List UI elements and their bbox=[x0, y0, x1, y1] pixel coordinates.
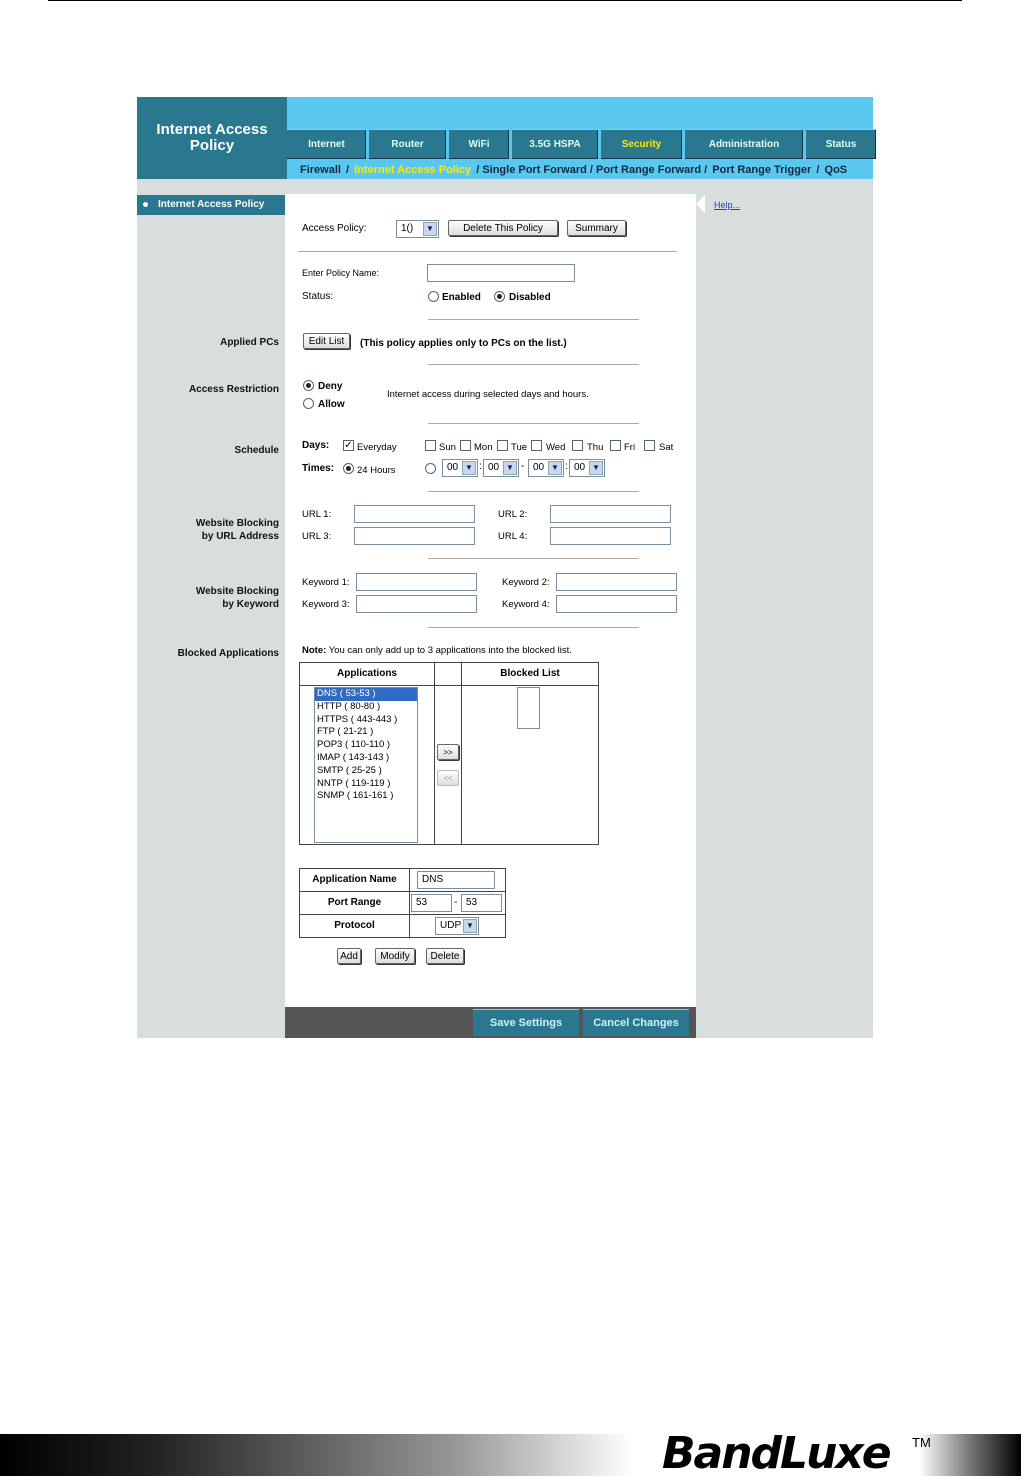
label-blocked-applications: Blocked Applications bbox=[177, 648, 279, 659]
tab-hspa[interactable]: 3.5G HSPA bbox=[512, 129, 598, 159]
save-settings-button[interactable]: Save Settings bbox=[473, 1009, 579, 1036]
tue-checkbox[interactable] bbox=[497, 440, 508, 451]
divider bbox=[428, 423, 639, 424]
policy-name-input[interactable] bbox=[427, 264, 575, 282]
chevron-down-icon: ▼ bbox=[589, 461, 603, 475]
sidebar-item-internet-access-policy[interactable] bbox=[137, 195, 285, 215]
header-spacer bbox=[434, 662, 462, 686]
bullet-icon bbox=[143, 202, 148, 207]
divider bbox=[428, 364, 639, 365]
status-enabled-label: Enabled bbox=[442, 292, 481, 303]
divider bbox=[298, 251, 677, 252]
time-sep: : bbox=[565, 461, 568, 472]
tab-security[interactable]: Security bbox=[601, 129, 682, 159]
blocked-listbox[interactable] bbox=[517, 687, 540, 729]
tab-status[interactable]: Status bbox=[806, 129, 876, 159]
list-item[interactable]: POP3 ( 110-110 ) bbox=[317, 739, 391, 751]
url2-label: URL 2: bbox=[498, 509, 528, 520]
list-item[interactable]: FTP ( 21-21 ) bbox=[317, 726, 374, 738]
main-tabs bbox=[287, 129, 876, 159]
thu-checkbox[interactable] bbox=[572, 440, 583, 451]
status-disabled-label: Disabled bbox=[509, 292, 551, 303]
app-name-input[interactable]: DNS bbox=[417, 871, 495, 889]
keyword1-input[interactable] bbox=[356, 573, 477, 591]
restriction-description: Internet access during selected days and hours. bbox=[387, 389, 589, 400]
trademark-mark: TM bbox=[912, 1435, 931, 1450]
sidebar-item-label: Internet Access Policy bbox=[158, 199, 265, 210]
page-title bbox=[137, 97, 287, 179]
sun-label: Sun bbox=[439, 442, 456, 453]
start-hour-select[interactable] bbox=[442, 459, 478, 477]
wed-label: Wed bbox=[546, 442, 566, 453]
wed-checkbox[interactable] bbox=[531, 440, 542, 451]
start-minute-value: 00 bbox=[488, 462, 500, 473]
chevron-down-icon: ▼ bbox=[462, 461, 476, 475]
end-hour-value: 00 bbox=[533, 462, 545, 473]
list-item[interactable]: DNS ( 53-53 ) bbox=[315, 688, 417, 701]
fri-label: Fri bbox=[624, 442, 636, 453]
subnav-sep: / bbox=[346, 164, 350, 176]
cancel-changes-button[interactable]: Cancel Changes bbox=[583, 1009, 689, 1036]
status-label: Status: bbox=[302, 291, 334, 302]
url1-label: URL 1: bbox=[302, 509, 332, 520]
label-access-restriction: Access Restriction bbox=[188, 384, 279, 395]
subnav-internet-access-policy[interactable]: Internet Access Policy bbox=[354, 164, 472, 176]
allow-label: Allow bbox=[318, 399, 345, 410]
arrows-cell bbox=[434, 685, 462, 845]
url2-input[interactable] bbox=[550, 505, 671, 523]
delete-button[interactable]: Delete bbox=[426, 948, 464, 964]
time-range-sep: - bbox=[521, 461, 525, 472]
list-item[interactable]: IMAP ( 143-143 ) bbox=[317, 751, 390, 763]
protocol-value: UDP bbox=[440, 920, 462, 931]
keyword4-label: Keyword 4: bbox=[502, 599, 550, 610]
page-title-line1: Internet Access bbox=[156, 121, 268, 138]
tab-internet[interactable]: Internet bbox=[287, 129, 366, 159]
keyword2-input[interactable] bbox=[556, 573, 677, 591]
list-item[interactable]: HTTPS ( 443-443 ) bbox=[317, 713, 398, 725]
keyword3-input[interactable] bbox=[356, 595, 477, 613]
subnav-port-forward[interactable]: / Single Port Forward / Port Range Forward / bbox=[476, 164, 708, 176]
divider bbox=[428, 319, 639, 320]
edit-list-button[interactable]: Edit List bbox=[303, 333, 350, 349]
policy-name-label: Enter Policy Name: bbox=[302, 268, 380, 278]
subnav-sep: / bbox=[816, 164, 820, 176]
list-item[interactable]: SMTP ( 25-25 ) bbox=[317, 764, 382, 776]
label-url-blocking-line1: Website Blocking bbox=[195, 518, 279, 529]
status-disabled-radio[interactable] bbox=[494, 291, 505, 302]
sat-label: Sat bbox=[659, 442, 674, 453]
protocol-select[interactable] bbox=[435, 917, 479, 935]
sub-navigation bbox=[287, 161, 873, 179]
fri-checkbox[interactable] bbox=[610, 440, 621, 451]
port-from-input[interactable]: 53 bbox=[411, 894, 452, 912]
chevron-down-icon: ▼ bbox=[463, 919, 477, 933]
label-keyword-blocking bbox=[196, 585, 279, 611]
end-minute-select[interactable] bbox=[569, 459, 605, 477]
note-bold: Note: bbox=[302, 645, 327, 656]
add-to-blocked-button[interactable]: >> bbox=[437, 744, 459, 760]
subnav-firewall[interactable]: Firewall bbox=[300, 164, 341, 176]
access-policy-label: Access Policy: bbox=[302, 223, 367, 234]
tab-administration[interactable]: Administration bbox=[685, 129, 803, 159]
days-label: Days: bbox=[302, 440, 330, 451]
mon-checkbox[interactable] bbox=[460, 440, 471, 451]
start-minute-select[interactable] bbox=[483, 459, 519, 477]
thu-label: Thu bbox=[587, 442, 604, 453]
remove-from-blocked-button[interactable]: << bbox=[437, 770, 459, 786]
url4-input[interactable] bbox=[550, 527, 671, 545]
mon-label: Mon bbox=[474, 442, 493, 453]
list-item[interactable]: HTTP ( 80-80 ) bbox=[317, 700, 381, 712]
port-range-dash: - bbox=[454, 897, 458, 908]
keyword3-label: Keyword 3: bbox=[302, 599, 350, 610]
port-to-input[interactable]: 53 bbox=[461, 894, 502, 912]
applications-listbox[interactable] bbox=[314, 687, 418, 843]
sun-checkbox[interactable] bbox=[425, 440, 436, 451]
status-enabled-radio[interactable] bbox=[428, 291, 439, 302]
label-applied-pcs: Applied PCs bbox=[220, 337, 279, 348]
label-keyword-blocking-line2: by Keyword bbox=[222, 599, 279, 610]
allow-radio[interactable] bbox=[303, 398, 314, 409]
everyday-checkbox[interactable]: ✓ bbox=[344, 440, 353, 451]
blocked-list-header: Blocked List bbox=[461, 662, 599, 686]
end-hour-select[interactable] bbox=[528, 459, 564, 477]
modify-button[interactable]: Modify bbox=[375, 948, 415, 964]
tab-wifi[interactable]: WiFi bbox=[449, 129, 509, 159]
deny-label: Deny bbox=[318, 381, 343, 392]
times-label: Times: bbox=[302, 463, 335, 474]
tue-label: Tue bbox=[511, 442, 528, 453]
time-sep: : bbox=[479, 461, 482, 472]
add-button[interactable]: Add bbox=[337, 948, 361, 964]
divider bbox=[428, 558, 639, 559]
divider bbox=[428, 491, 639, 492]
access-policy-select[interactable] bbox=[396, 220, 439, 238]
label-url-blocking bbox=[196, 517, 279, 543]
tab-router[interactable]: Router bbox=[369, 129, 446, 159]
custom-time-radio[interactable] bbox=[425, 463, 436, 474]
access-policy-value: 1() bbox=[401, 223, 414, 234]
subnav-port-range-trigger[interactable]: Port Range Trigger bbox=[712, 164, 812, 176]
list-item[interactable]: NNTP ( 119-119 ) bbox=[317, 777, 391, 789]
sat-checkbox[interactable] bbox=[644, 440, 655, 451]
url4-label: URL 4: bbox=[498, 531, 528, 542]
help-pointer-icon bbox=[696, 195, 705, 213]
chevron-down-icon: ▼ bbox=[503, 461, 517, 475]
label-url-blocking-line2: by URL Address bbox=[201, 531, 279, 542]
help-link[interactable]: Help... bbox=[714, 200, 741, 210]
keyword4-input[interactable] bbox=[556, 595, 677, 613]
end-minute-value: 00 bbox=[574, 462, 586, 473]
delete-policy-button[interactable]: Delete This Policy bbox=[448, 220, 558, 236]
port-range-label: Port Range bbox=[299, 891, 410, 915]
list-item[interactable]: SNMP ( 161-161 ) bbox=[317, 790, 394, 802]
start-hour-value: 00 bbox=[447, 462, 459, 473]
router-admin-panel bbox=[137, 97, 873, 1038]
summary-button[interactable]: Summary bbox=[567, 220, 626, 236]
bandluxe-logo: BandLuxe bbox=[662, 1428, 890, 1479]
24-hours-radio[interactable] bbox=[343, 463, 354, 474]
chevron-down-icon: ▼ bbox=[423, 222, 437, 236]
url3-input[interactable] bbox=[354, 527, 475, 545]
deny-radio[interactable] bbox=[303, 380, 314, 391]
protocol-label: Protocol bbox=[299, 914, 410, 938]
divider bbox=[428, 627, 639, 628]
applied-pcs-note: (This policy applies only to PCs on the list.) bbox=[360, 338, 567, 349]
chevron-down-icon: ▼ bbox=[548, 461, 562, 475]
page-top-rule bbox=[48, 0, 962, 1]
everyday-label: Everyday bbox=[357, 442, 397, 453]
blocked-apps-note bbox=[302, 645, 572, 656]
help-column bbox=[697, 194, 873, 1038]
page-title-line2: Policy bbox=[189, 137, 235, 154]
url3-label: URL 3: bbox=[302, 531, 332, 542]
24-hours-label: 24 Hours bbox=[357, 465, 396, 476]
applications-header: Applications bbox=[299, 662, 435, 686]
label-schedule: Schedule bbox=[234, 445, 279, 456]
keyword1-label: Keyword 1: bbox=[302, 577, 350, 588]
keyword2-label: Keyword 2: bbox=[502, 577, 550, 588]
label-keyword-blocking-line1: Website Blocking bbox=[195, 586, 279, 597]
url1-input[interactable] bbox=[354, 505, 475, 523]
note-text: You can only add up to 3 applications into the blocked list. bbox=[326, 645, 572, 656]
subnav-qos[interactable]: QoS bbox=[824, 164, 848, 176]
app-name-label: Application Name bbox=[299, 868, 410, 892]
